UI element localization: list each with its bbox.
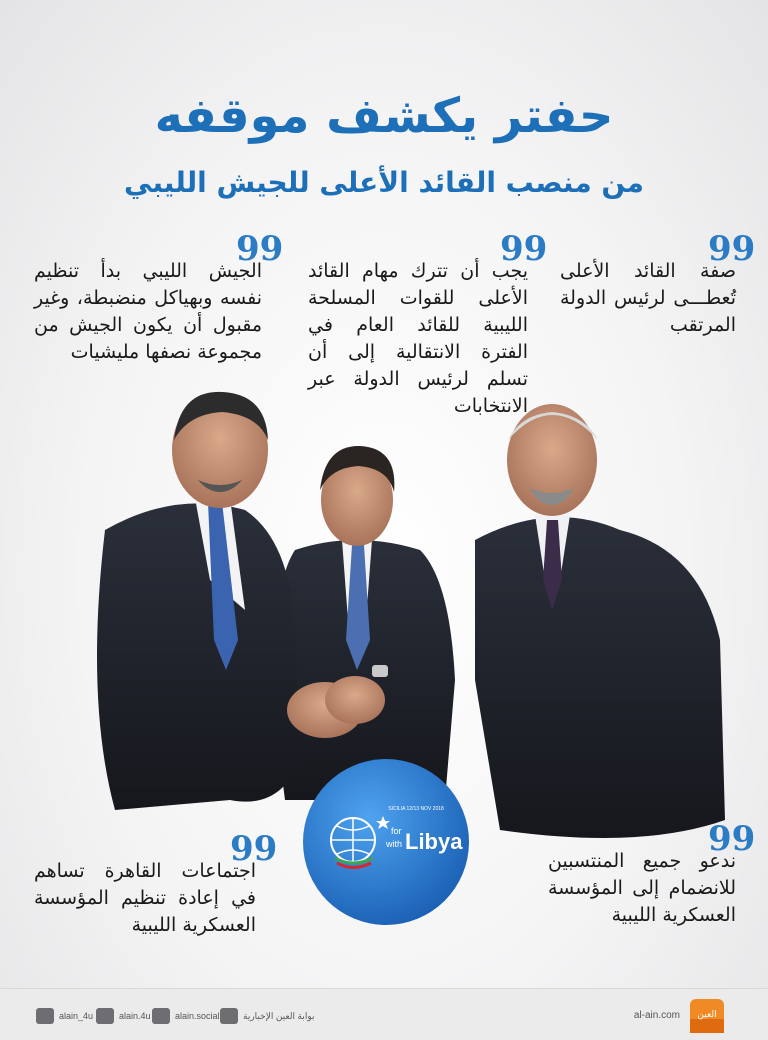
right-figure-suit xyxy=(475,517,725,838)
quote-mark-icon: 99 xyxy=(500,229,548,269)
quote-mark-icon: 99 xyxy=(708,819,756,859)
globe-caption: SICILIA 12/13 NOV 2018 xyxy=(388,806,444,812)
quote-3: الجيش الليبي بدأ تنظيم نفسه وبهياكل منضبطة، وغير مقبول أن يكون الجيش من مجموعة نصفها مليشيات xyxy=(34,260,262,363)
page-title: حفتر يكشف موقفه xyxy=(154,88,614,144)
footer-bar xyxy=(0,988,768,1040)
quote-2: يجب أن تترك مهام القائد الأعلى للقوات المسلحة الليبية للقائد العام في الفترة الانتقالية إلى أن تسلم لرئيس الدولة عبر الانتخابات xyxy=(308,260,528,417)
social-twitter[interactable]: alain_4u xyxy=(36,1008,93,1024)
quote-1: صفة القائد الأعلى تُعطـــى لرئيس الدولة المرتقب xyxy=(560,260,736,336)
globe-brand: Libya xyxy=(405,829,463,854)
quote-mark-icon: 99 xyxy=(708,229,756,269)
social-instagram[interactable]: alain.4u xyxy=(96,1008,151,1024)
facebook-icon xyxy=(152,1008,170,1024)
al-ain-logo-icon xyxy=(690,999,724,1033)
youtube-icon xyxy=(220,1008,238,1024)
social-youtube[interactable]: بوابة العين الإخبارية xyxy=(220,1008,314,1024)
page-subtitle: من منصب القائد الأعلى للجيش الليبي xyxy=(124,166,644,199)
globe-for: for xyxy=(391,826,402,836)
site-url[interactable]: al-ain.com xyxy=(633,1010,680,1021)
svg-text:العين: العين xyxy=(697,1010,717,1020)
quote-5: اجتماعات القاهرة تساهم في إعادة تنظيم المؤسسة العسكرية الليبية xyxy=(34,860,256,936)
left-figure-suit xyxy=(97,503,300,810)
social-facebook[interactable]: alain.social xyxy=(152,1008,220,1024)
twitter-icon xyxy=(36,1008,54,1024)
quote-mark-icon: 99 xyxy=(236,229,284,269)
conference-logo-globe xyxy=(303,750,469,935)
globe-with: with xyxy=(386,839,403,849)
quote-4: ندعو جميع المنتسبين للانضمام إلى المؤسسة العسكرية الليبية xyxy=(548,850,736,926)
quote-mark-icon: 99 xyxy=(230,829,278,869)
instagram-icon xyxy=(96,1008,114,1024)
